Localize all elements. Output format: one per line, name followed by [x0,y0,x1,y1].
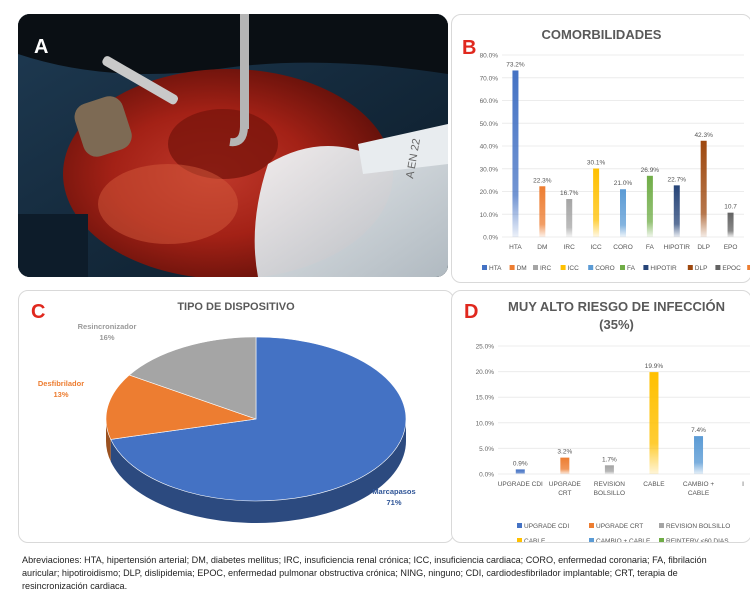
legend-label: FA [627,265,635,272]
bar [694,436,703,474]
legend-label: EPOC [722,265,741,272]
legend-label: IRC [540,265,552,272]
legend-label: ICC [567,265,579,272]
x-tick-label: CRT [558,490,572,497]
panel-d-infection-risk [451,290,750,543]
legend-swatch [688,265,693,270]
pie-slice-name: Desfibrilador [37,379,85,388]
y-tick-label: 15.0% [475,394,494,402]
legend-swatch [715,265,720,270]
legend-swatch [589,523,594,528]
bar-value-label: 22.7% [667,176,686,184]
panel-c-device-type [18,290,454,543]
panel-b-letter: B [462,37,477,59]
x-tick-label: UPGRADE [548,481,581,488]
abbreviations-footnote: Abreviaciones: HTA, hipertensión arterial; DM, diabetes mellitus; IRC, insuficiencia renal crónica; ICC, insuficiencia cardiaca; CORO, enfermedad coronaria; FA, fibrilación auricular; hipotiroidismo; DLP, dislipidemia; EPOC, enfermedad pulmonar obstructiva crónica; NING, ninguno; CDI, cardiodesfibrilador implantable; CRT, terapia de resincronización cardiaca. [22,555,707,591]
legend-label: REINTERV <60 DIAS [666,538,729,542]
legend-label: CORO [595,265,615,272]
legend-label: HTA [489,265,502,272]
bar [512,70,518,237]
legend-swatch [517,538,522,542]
bar [566,199,572,237]
y-tick-label: 50.0% [479,120,498,128]
comorbidities-chart [452,15,750,282]
x-tick-label: IRC [563,244,575,251]
legend-swatch [561,265,566,270]
pie-slice-name: Resincronizador [77,322,137,331]
x-tick-label: UPGRADE CDI [497,481,543,488]
x-tick-label: HTA [509,244,522,251]
bar [516,469,525,474]
bar-value-label: 7.4% [691,427,706,435]
pie-slice-percent: 71% [386,498,402,507]
bar-value-label: 21.0% [613,180,633,188]
legend-label: HIPOTIR [650,265,677,272]
y-tick-label: 0.0% [479,471,494,479]
x-tick-label: HIPOTIR [663,244,690,251]
y-tick-label: 80.0% [479,52,498,60]
y-tick-label: 20.0% [475,369,494,377]
x-tick-label: BOLSILLO [593,490,626,497]
legend-swatch [659,538,664,542]
legend-swatch [643,265,648,270]
panel-c-letter: C [31,301,46,323]
infection-risk-title-line1: MUY ALTO RIESGO DE INFECCIÓN [508,299,725,314]
y-tick-label: 25.0% [475,343,494,351]
x-tick-label: CAMBIO + [682,481,715,488]
x-tick-label: CABLE [643,481,665,488]
bar-value-label: 26.9% [640,166,660,174]
legend-swatch [510,265,515,270]
bar-value-label: 19.9% [644,363,664,371]
x-tick-label: REVISION [593,481,625,488]
y-tick-label: 60.0% [479,98,498,105]
bar [620,189,626,237]
y-tick-label: 70.0% [479,75,498,83]
bar-value-label: 16.7% [560,190,579,198]
y-tick-label: 40.0% [479,143,498,151]
x-tick-label: CABLE [687,490,710,497]
x-tick-label: I [742,481,744,488]
pie-slice-name: Marcapasos [372,487,416,496]
x-tick-label: EPO [723,244,738,251]
y-tick-label: 5.0% [479,445,494,453]
y-tick-label: 30.0% [479,166,498,174]
bar-value-label: 3.2% [557,448,573,456]
y-tick-label: 10.0% [475,420,494,428]
legend-label: CAMBIO + CABLE [596,538,651,542]
bar [728,213,734,237]
x-tick-label: DLP [697,244,710,251]
panel-a-surgical-photo [18,14,448,277]
bag-label-text: A EN 22 [404,137,423,180]
x-tick-label: ICC [590,244,602,251]
legend-swatch [533,265,538,270]
legend-label: DLP [694,265,708,272]
bar [647,176,653,237]
pie-slice-percent: 16% [99,333,115,342]
x-tick-label: FA [645,244,654,251]
bar [674,185,680,237]
legend-swatch [589,538,594,542]
legend-label: CABLE [524,538,546,542]
legend-label: REVISION BOLSILLO [666,523,731,530]
bar [560,458,569,474]
bar [701,141,707,237]
legend-swatch [517,523,522,528]
bar-value-label: 30.1% [586,159,606,167]
bar-value-label: 73.2% [506,61,525,69]
legend-label: UPGRADE CDI [524,523,570,530]
x-tick-label: DM [537,244,548,251]
legend-label: DM [516,265,527,272]
bar-value-label: 22.3% [533,177,552,185]
bar-value-label: 0.9% [512,460,528,468]
panel-d-letter: D [464,301,479,323]
bar-value-label: 10.7 [724,203,737,211]
y-tick-label: 20.0% [479,189,498,196]
device-type-chart [19,291,453,542]
panel-b-comorbidities [451,14,750,283]
legend-swatch [659,523,664,528]
legend-swatch [482,265,487,270]
x-tick-label: CORO [613,244,633,251]
y-tick-label: 0.0% [483,234,498,242]
surgical-photo [18,14,448,277]
bar [539,186,545,237]
device-type-title: TIPO DE DISPOSITIVO [177,301,295,313]
bar-value-label: 42.3% [694,131,713,139]
comorbidities-title: COMORBILIDADES [541,27,662,42]
legend-swatch [620,265,625,270]
bar [649,372,658,474]
infection-risk-title-line2: (35%) [599,317,634,332]
legend-swatch [588,265,593,270]
legend-label: UPGRADE CRT [596,523,644,530]
bar [605,465,614,474]
bar [593,169,599,237]
bar-value-label: 1.7% [601,456,617,464]
y-tick-label: 10.0% [479,211,498,219]
pie-slice-percent: 13% [53,390,69,399]
panel-a-letter: A [34,36,49,58]
